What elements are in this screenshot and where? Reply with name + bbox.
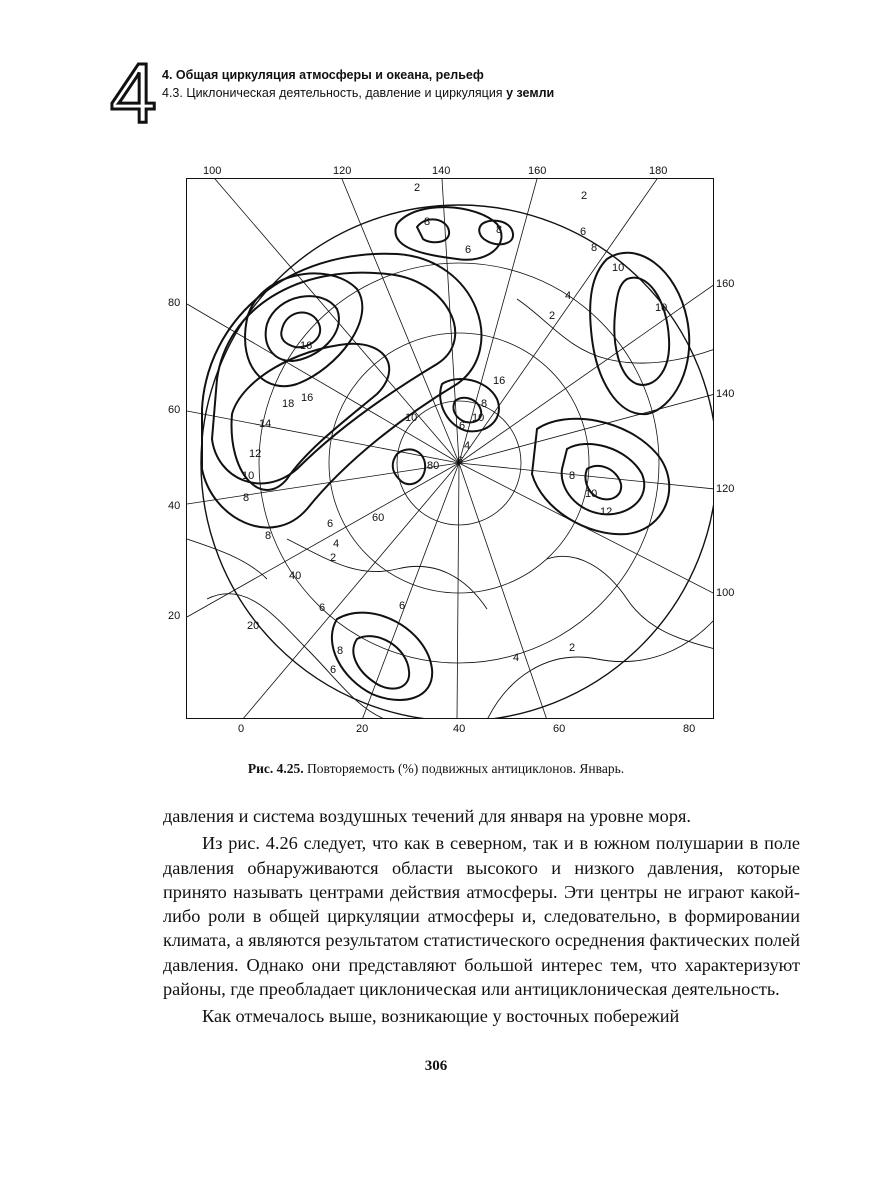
- contour-label: 6: [319, 602, 326, 614]
- section-title: [162, 84, 554, 102]
- tick-label: 140: [432, 165, 451, 177]
- contour-label: 2: [414, 182, 421, 194]
- tick-label: 20: [356, 723, 369, 735]
- contour-label: 8: [265, 530, 272, 542]
- contour-label: 2: [330, 552, 337, 564]
- paragraph: Как отмечалось выше, возникающие у восточных побережий: [202, 1006, 680, 1027]
- contour-label: 8: [481, 398, 488, 410]
- contour-label: 10: [585, 488, 598, 500]
- contour-label: 6: [327, 518, 334, 530]
- contour-label: 10: [472, 412, 485, 424]
- contour-label: 2: [581, 190, 588, 202]
- tick-label: 80: [168, 297, 181, 309]
- contour-label: 6: [457, 455, 464, 467]
- contour-label: 12: [600, 506, 613, 518]
- tick-label: 160: [528, 165, 547, 177]
- tick-label: 60: [553, 723, 566, 735]
- contour-label: 6: [330, 664, 337, 676]
- contour-label: 4: [513, 652, 520, 664]
- contour-label: 60: [372, 512, 385, 524]
- tick-label: 20: [168, 610, 181, 622]
- chapter-title: 4. Общая циркуляция атмосферы и океана, рельеф: [162, 68, 484, 82]
- contour-label: 16: [493, 375, 506, 387]
- tick-label: 0: [238, 723, 245, 735]
- contour-label: 16: [301, 392, 314, 404]
- contour-label: 80: [427, 460, 440, 472]
- contour-label: 8: [569, 470, 576, 482]
- contour-label: 6: [399, 600, 406, 612]
- contour-label: 4: [464, 440, 471, 452]
- contour-label: 6: [465, 244, 472, 256]
- contour-label: 10: [612, 262, 625, 274]
- paragraph: Из рис. 4.26 следует, что как в северном, так и в южном полушарии в поле давления обнаруживаются области высокого и низкого давления, которые принято называть центрами действия атмосферы. Эти центры не играют какой-либо роли в общей циркуляции атмосферы и, следовательно, в формировании климата, а являются результатом статистического осреднения фактических полей давления. Однако они представляют большой интерес тем, что характеризуют районы, где преобладает циклоническая или антициклоническая деятельность.: [163, 833, 800, 1000]
- contour-label: 14: [259, 418, 272, 430]
- map-drawing: [187, 179, 714, 719]
- section-title-plain: 4.3. Циклоническая деятельность, давление и циркуляция: [162, 86, 503, 100]
- tick-label: 180: [649, 165, 668, 177]
- contour-label: 40: [289, 570, 302, 582]
- contour-label: 8: [591, 242, 598, 254]
- contour-label: 6: [580, 226, 587, 238]
- contour-label: 8: [337, 645, 344, 657]
- caption-number: Рис. 4.25.: [247, 761, 304, 776]
- page-number: 306: [424, 1058, 448, 1074]
- body-text: [163, 804, 800, 1029]
- contour-label: 10: [655, 302, 668, 314]
- contour-label: 8: [496, 224, 503, 236]
- tick-label: 100: [716, 587, 735, 599]
- figure-caption: [0, 761, 872, 777]
- contour-label: 20: [247, 620, 260, 632]
- contour-label: 10: [242, 470, 255, 482]
- tick-label: 40: [453, 723, 466, 735]
- contour-label: 8: [424, 216, 431, 228]
- contour-label: 16: [300, 340, 313, 352]
- tick-label: 120: [333, 165, 352, 177]
- contour-label: 10: [405, 412, 418, 424]
- tick-label: 100: [203, 165, 222, 177]
- contour-label: 2: [549, 310, 556, 322]
- contour-label: 18: [282, 398, 295, 410]
- tick-label: 60: [168, 404, 181, 416]
- tick-label: 120: [716, 483, 735, 495]
- contour-label: 6: [459, 420, 466, 432]
- contour-lines: [202, 207, 689, 700]
- contour-label: 4: [565, 290, 572, 302]
- polar-map-figure: [186, 178, 714, 719]
- section-title-bold: у земли: [506, 86, 555, 100]
- contour-label: 4: [333, 538, 340, 550]
- meridian-lines: [187, 179, 714, 719]
- tick-label: 40: [168, 500, 181, 512]
- contour-label: 12: [249, 448, 262, 460]
- paragraph: давления и система воздушных течений для января на уровне моря.: [163, 806, 691, 826]
- tick-label: 80: [683, 723, 696, 735]
- caption-text: Повторяемость (%) подвижных антициклонов. Январь.: [307, 761, 625, 776]
- tick-label: 160: [716, 278, 735, 290]
- tick-label: 140: [716, 388, 735, 400]
- running-head: [162, 66, 554, 102]
- contour-label: 8: [243, 492, 250, 504]
- contour-label: 2: [569, 642, 576, 654]
- coastline-lines: [187, 299, 714, 719]
- chapter-number: 4: [110, 46, 155, 140]
